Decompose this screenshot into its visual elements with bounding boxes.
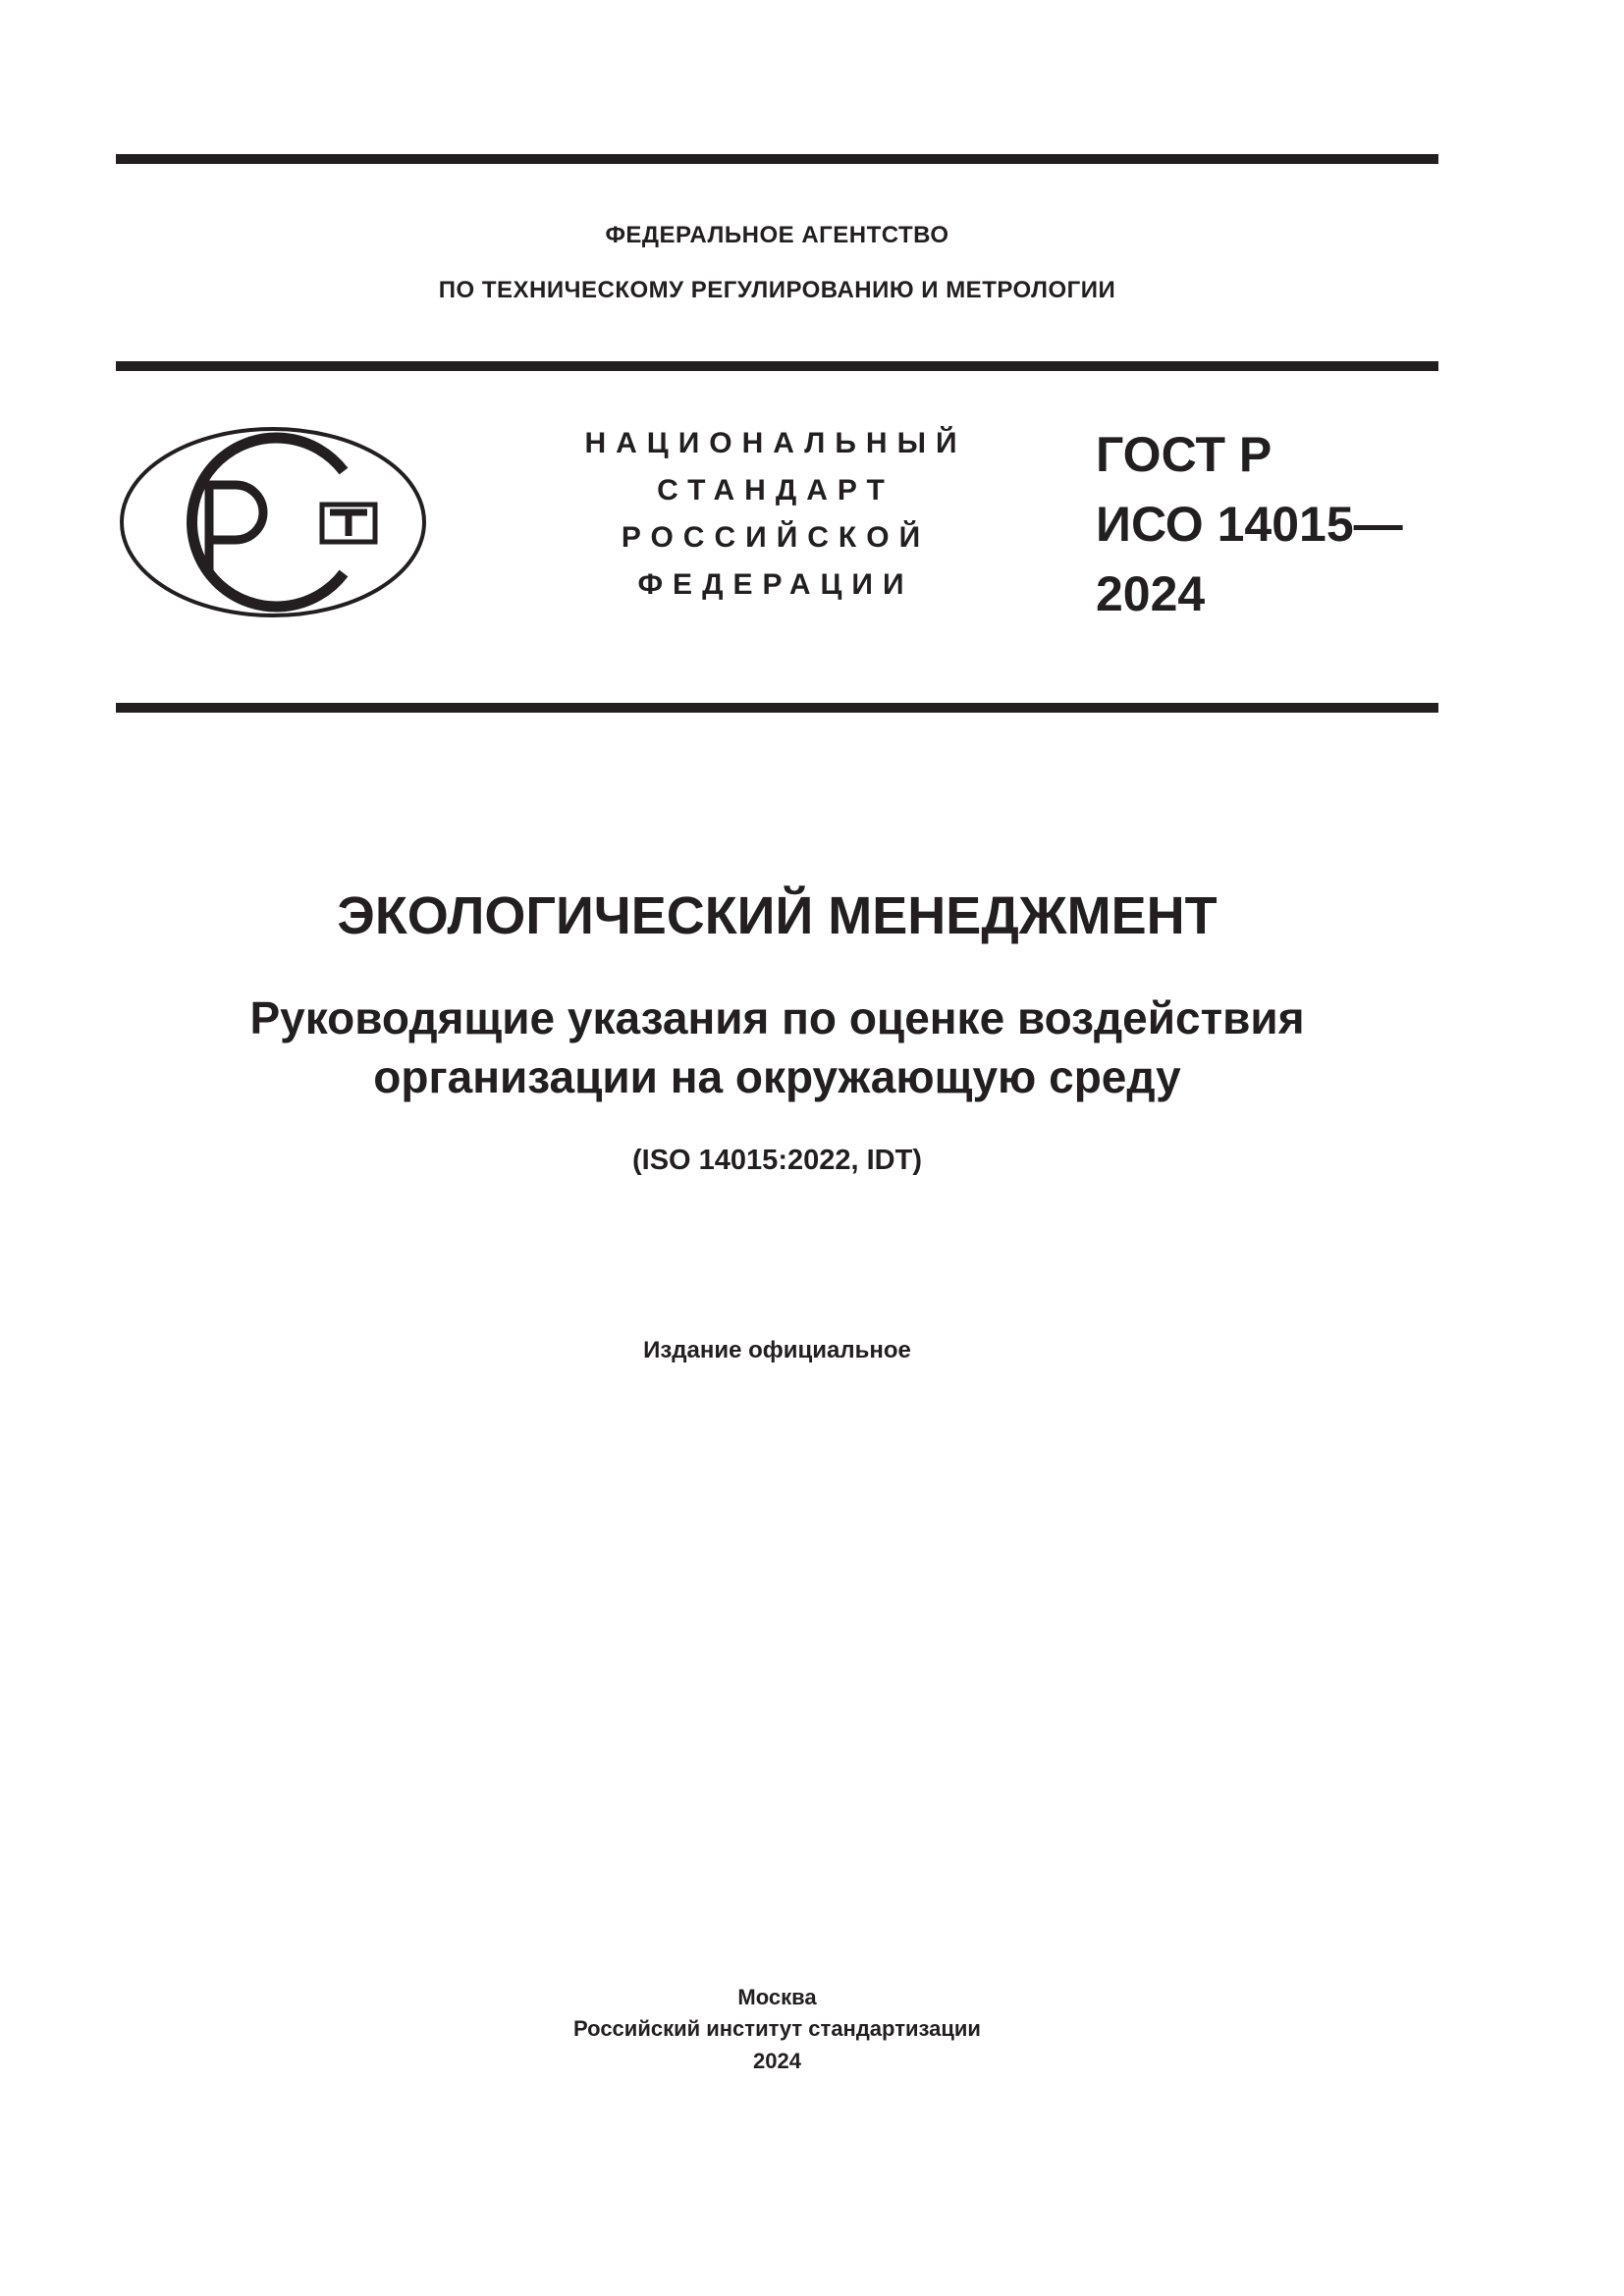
- national-line-4: ФЕДЕРАЦИИ: [637, 568, 914, 601]
- national-line-1: НАЦИОНАЛЬНЫЙ: [584, 427, 967, 459]
- agency-line-2: ПО ТЕХНИЧЕСКОМУ РЕГУЛИРОВАНИЮ И МЕТРОЛОГИИ: [438, 277, 1116, 303]
- standard-designation: [1096, 420, 1403, 629]
- national-line-3: РОССИЙСКОЙ: [621, 521, 931, 554]
- designation-line-2: ИСО 14015—: [1096, 497, 1403, 552]
- footer-year: 2024: [753, 2049, 801, 2073]
- designation-line-3: 2024: [1096, 566, 1206, 621]
- agency-line-1: ФЕДЕРАЛЬНОЕ АГЕНТСТВО: [605, 222, 949, 248]
- designation-line-1: ГОСТ Р: [1096, 427, 1272, 482]
- document-subtitle-line-2: организации на окружающую среду: [373, 1051, 1181, 1102]
- top-rule: [116, 154, 1438, 164]
- edition-note: Издание официальное: [643, 1337, 911, 1363]
- document-title: ЭКОЛОГИЧЕСКИЙ МЕНЕДЖМЕНТ: [337, 886, 1218, 945]
- header-rule: [116, 361, 1438, 371]
- national-line-2: СТАНДАРТ: [657, 474, 894, 507]
- iso-reference: (ISO 14015:2022, IDT): [632, 1145, 922, 1176]
- divider-rule: [116, 703, 1438, 713]
- document-subtitle-line-1: Руководящие указания по оценке воздействия: [249, 992, 1305, 1043]
- national-standard-label: [550, 420, 1001, 609]
- footer-publisher: Российский институт стандартизации: [573, 2016, 981, 2041]
- footer-city: Москва: [737, 1985, 817, 2009]
- rst-certification-logo-icon: [116, 424, 430, 620]
